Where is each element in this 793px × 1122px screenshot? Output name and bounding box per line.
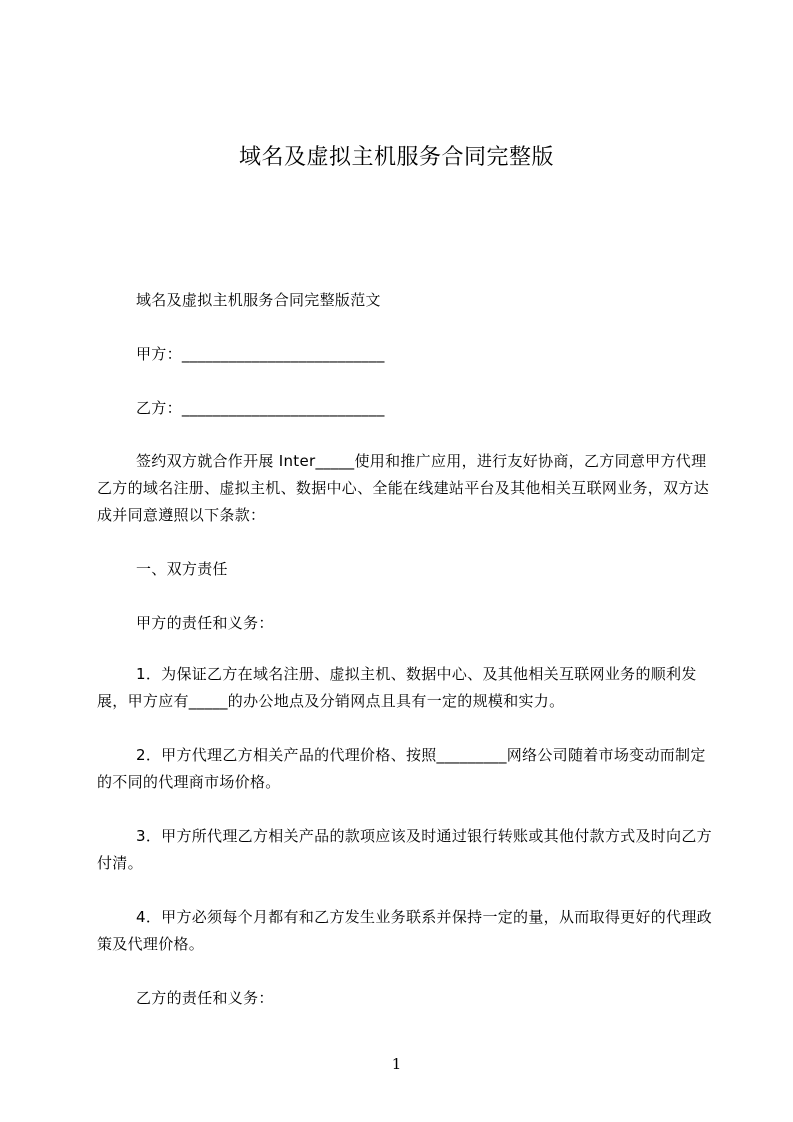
section-heading: 一、双方责任 (136, 560, 228, 578)
party-b-line: 乙方：__________________________ (136, 399, 385, 417)
intro-paragraph: 签约双方就合作开展 Inter_____使用和推广应用，进行友好协商，乙方同意甲方代理乙方的域名注册、虚拟主机、数据中心、全能在线建站平台及其他相关互联网业务，双方达成并同意遵照以下条款： (97, 452, 710, 524)
page-number: 1 (391, 1055, 402, 1073)
clause-3: 3．甲方所代理乙方相关产品的款项应该及时通过银行转账或其他付款方式及时向乙方付清。 (97, 827, 712, 872)
party-a-duties-heading: 甲方的责任和义务： (136, 614, 274, 632)
document-subtitle: 域名及虚拟主机服务合同完整版范文 (136, 291, 381, 309)
clause-1: 1．为保证乙方在域名注册、虚拟主机、数据中心、及其他相关互联网业务的顺利发展，甲方应有_____的办公地点及分销网点且具有一定的规模和实力。 (97, 665, 697, 710)
document-title: 域名及虚拟主机服务合同完整版 (238, 145, 554, 170)
clause-2: 2．甲方代理乙方相关产品的代理价格、按照_________网络公司随着市场变动而制定的不同的代理商市场价格。 (97, 746, 706, 791)
party-a-line: 甲方：__________________________ (136, 345, 385, 363)
party-b-duties-heading: 乙方的责任和义务： (136, 989, 274, 1007)
clause-4: 4．甲方必须每个月都有和乙方发生业务联系并保持一定的量，从而取得更好的代理政策及代理价格。 (97, 908, 712, 953)
